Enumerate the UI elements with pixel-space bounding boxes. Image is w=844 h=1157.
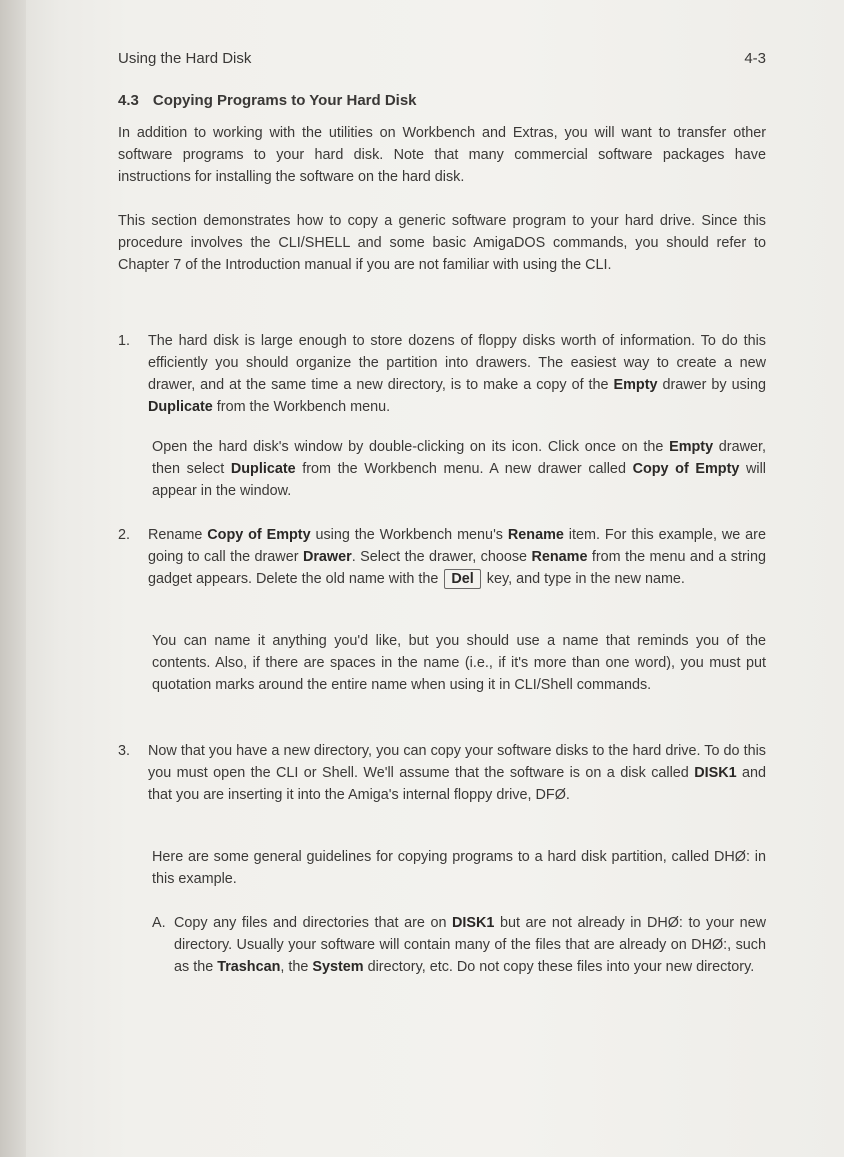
step-marker: 1. [118, 333, 131, 349]
step-3 [118, 740, 766, 806]
del-key-label: Del [444, 569, 480, 589]
intro-paragraph: In addition to working with the utilities on Workbench and Extras, you will want to transfer other software programs to your hard disk. Note that many commercial software packages have instructions for installing the software on the hard disk. [118, 125, 766, 185]
step-1 [118, 330, 766, 418]
step-1-note: Open the hard disk's window by double-clicking on its icon. Click once on the Empty drawer, then select Duplicate from the Workbench menu. A new drawer called Copy of Empty will appear in the window. [152, 439, 766, 499]
section-number: 4.3 [118, 92, 139, 109]
step-text: Copy any files and directories that are on DISK1 but are not already in DHØ: to your new directory. Usually your software will contain many of the files that are already on DHØ:, such as the Trashcan, the System directory, etc. Do not copy these files into your new directory. [174, 915, 766, 975]
step-marker: 3. [118, 743, 131, 759]
page-gutter [0, 0, 26, 1157]
header-title: Using the Hard Disk [118, 50, 252, 67]
running-header [118, 50, 766, 68]
step-3-note: Here are some general guidelines for copying programs to a hard disk partition, called DHØ: in this example. [152, 849, 766, 887]
step-text: Rename Copy of Empty using the Workbench menu's Rename item. For this example, we are going to call the drawer Drawer. Select the drawer, choose Rename from the menu and a string gadget appears. Delete the old name with the Del key, and type in the new name. [148, 527, 766, 587]
step-text: Now that you have a new directory, you can copy your software disks to the hard drive. To do this you must open the CLI or Shell. We'll assume that the software is on a disk called DISK1 and that you are inserting it into the Amiga's internal floppy drive, DFØ. [148, 743, 767, 803]
cli-paragraph: This section demonstrates how to copy a generic software program to your hard drive. Since this procedure involves the CLI/SHELL and some basic AmigaDOS commands, you should refer to Chapter 7 of the Introduction manual if you are not familiar with using the CLI. [118, 213, 766, 273]
step-2 [118, 524, 766, 590]
step-2-note: You can name it anything you'd like, but you should use a name that reminds you of the contents. Also, if there are spaces in the name (i.e., if it's more than one word), you must put quotation marks around the entire name when using it in CLI/Shell commands. [152, 633, 766, 693]
step-a [152, 912, 766, 978]
step-marker: 2. [118, 527, 131, 543]
section-heading [118, 92, 417, 109]
page-number: 4-3 [744, 50, 766, 67]
step-text: The hard disk is large enough to store dozens of floppy disks worth of information. To do this efficiently you should organize the partition into drawers. The easiest way to create a new drawer, and at the same time a new directory, is to make a copy of the Empty drawer by using Duplicate from the Workbench menu. [148, 333, 766, 415]
step-marker: A. [152, 915, 166, 931]
section-title: Copying Programs to Your Hard Disk [152, 92, 417, 109]
